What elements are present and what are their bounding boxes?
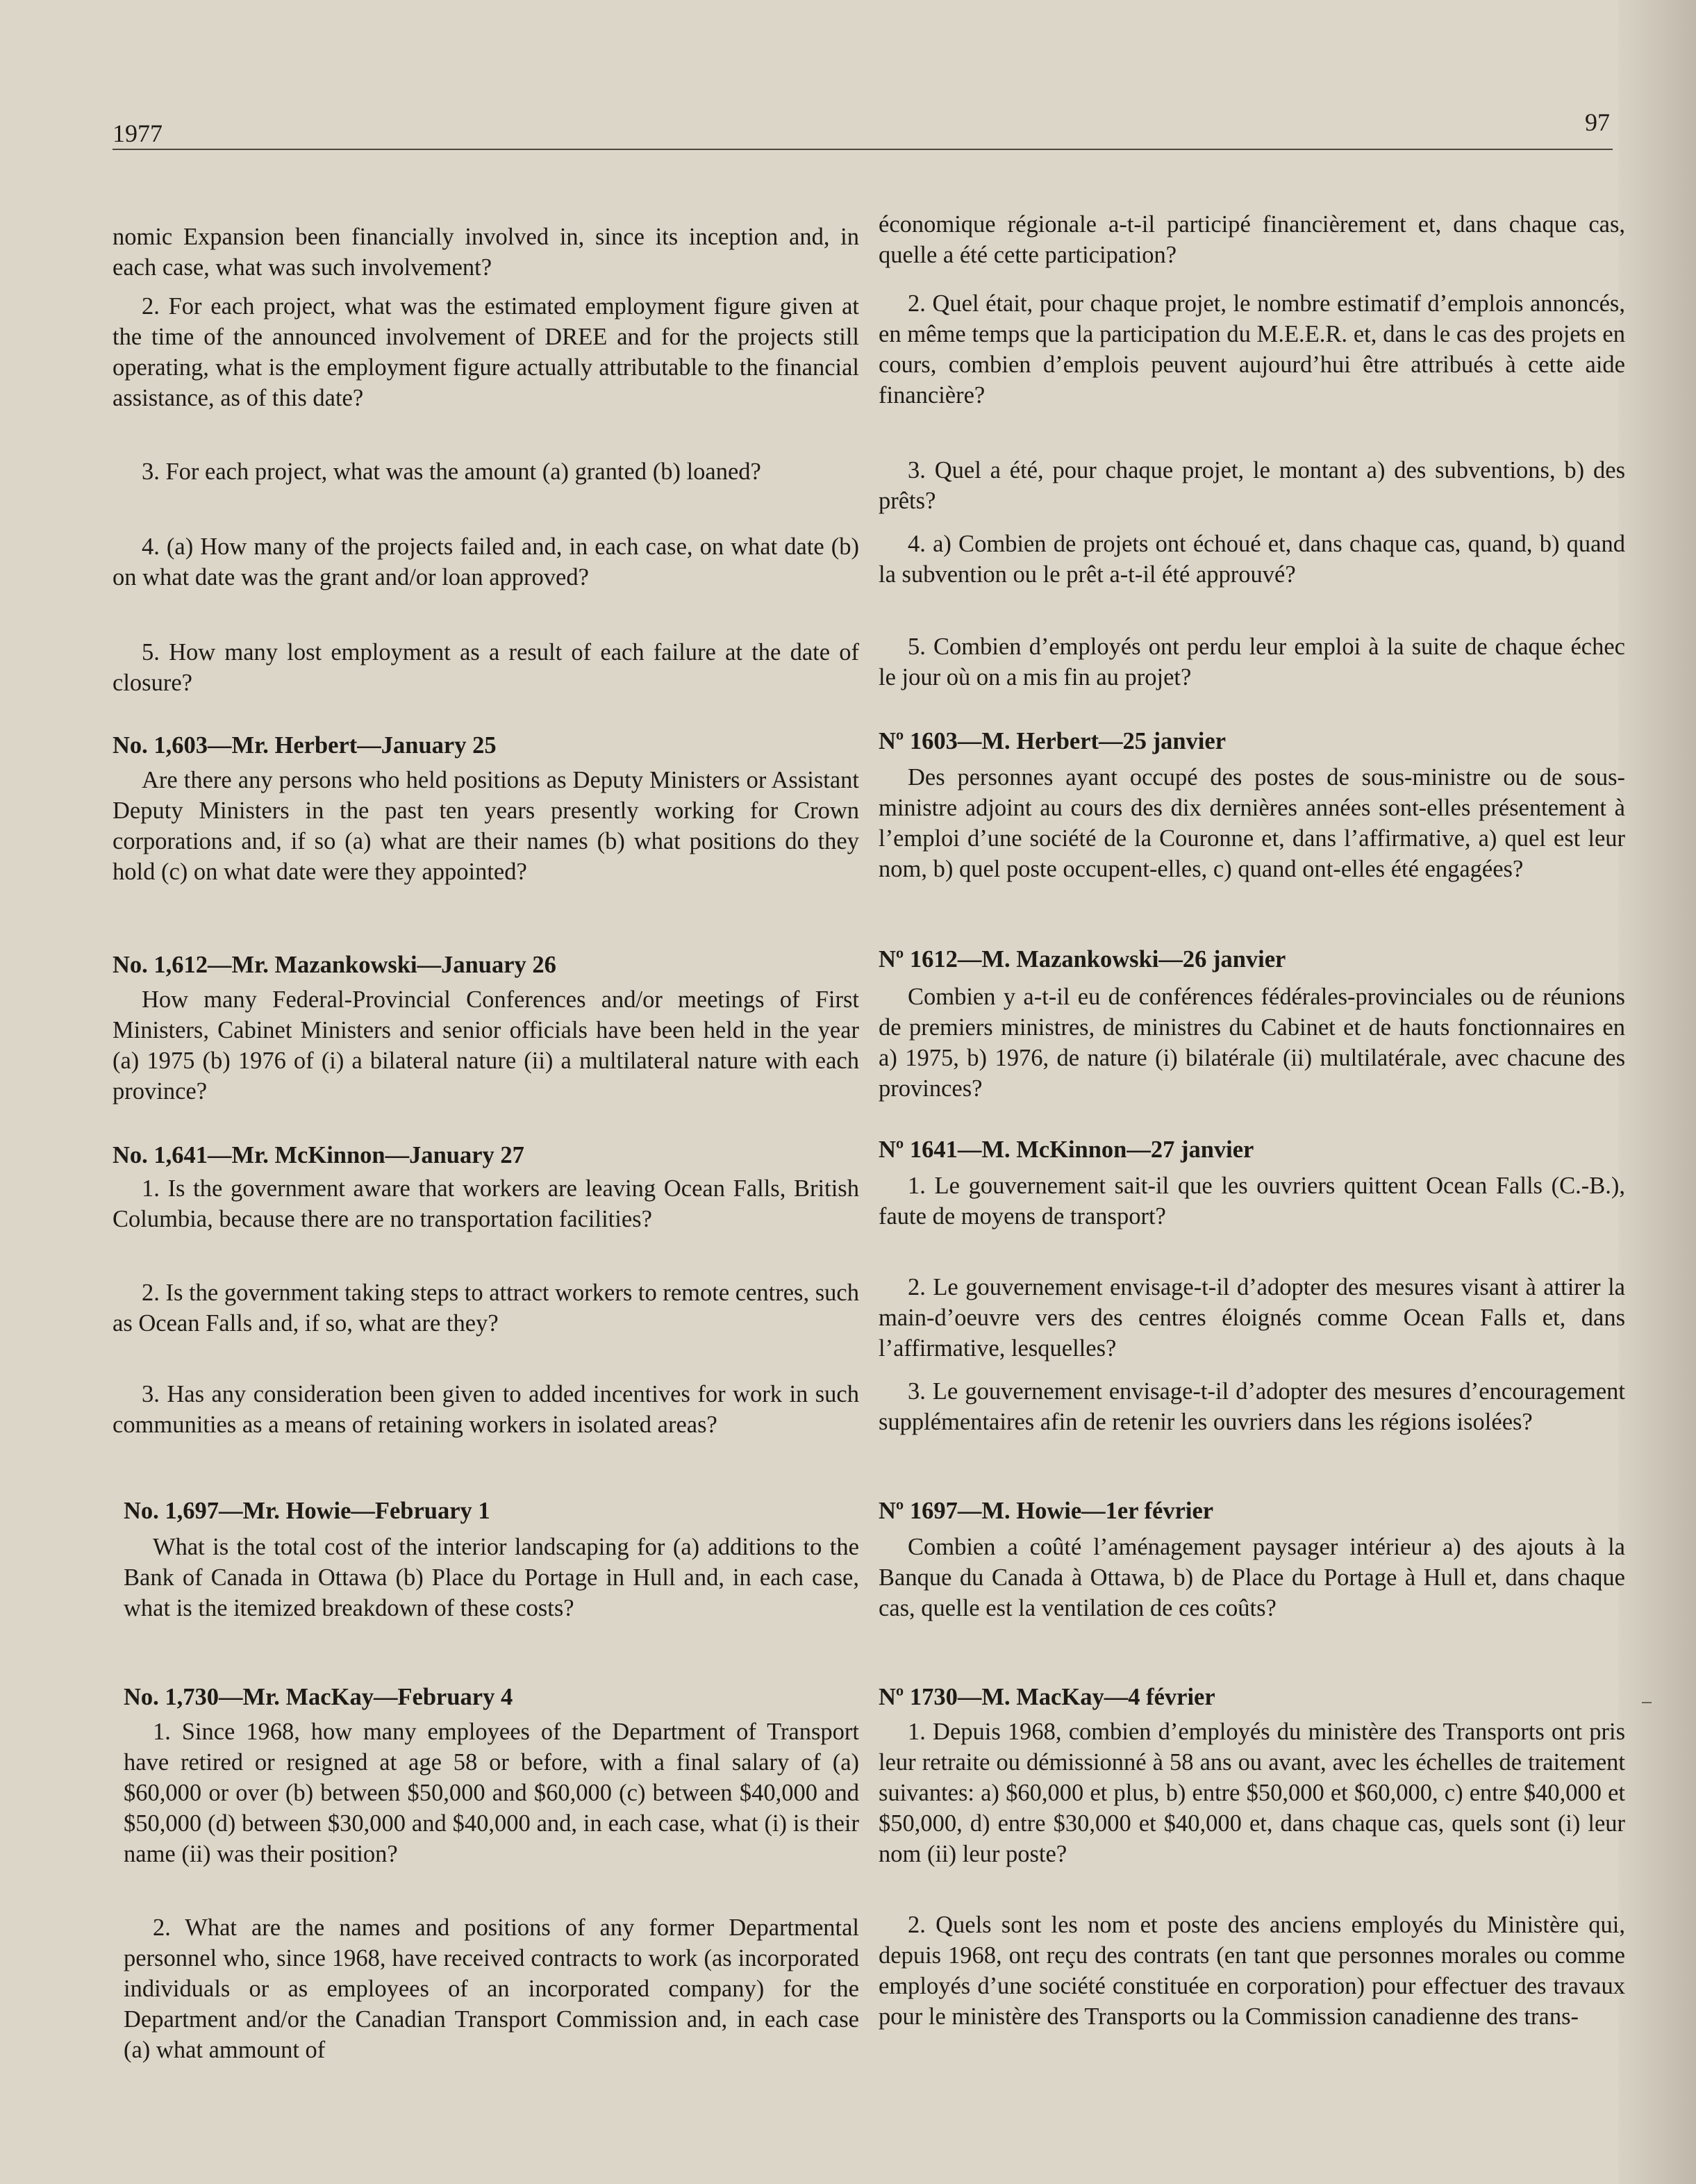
- question-text-1641-part-2-fr: 2. Le gouvernement envisage-t-il d’adopter des mesures visant à attirer la main-d’oeuvre vers des centres éloignés comme Ocean Falls et, dans l’affirmative, lesquelles?: [879, 1274, 1625, 1362]
- question-text-1641-part-3: 3. Has any consideration been given to added incentives for work in such communities as a means of retaining workers in isolated areas?: [113, 1381, 859, 1438]
- question-text-1603: Are there any persons who held positions as Deputy Ministers or Assistant Deputy Ministers in the past ten years presently working for Crown corporations and, if so (a) what are their names (b) what positions do they hold (c) on what date were they appointed?: [113, 767, 859, 885]
- question-heading-1730: No. 1,730—Mr. MacKay—February 4: [124, 1684, 513, 1710]
- question-heading-1641-fr: Nº 1641—M. McKinnon—27 janvier: [879, 1136, 1254, 1163]
- question-text-1641-part-2: 2. Is the government taking steps to attract workers to remote centres, such as Ocean Falls and, if so, what are they?: [113, 1280, 859, 1337]
- question-text-1641-part-1: 1. Is the government aware that workers are leaving Ocean Falls, British Columbia, because there are no transportation facilities?: [113, 1175, 859, 1232]
- question-heading-1612-fr: Nº 1612—M. Mazankowski—26 janvier: [879, 946, 1286, 973]
- question-part-5: 5. How many lost employment as a result of each failure at the date of closure?: [113, 639, 859, 696]
- question-text-1730-part-1: 1. Since 1968, how many employees of the Department of Transport have retired or resigned at age 58 or before, with a final salary of (a) $60,000 or over (b) between $50,000 and $60,000 (c) between $40,000 and $50,000 (d) between $30,000 and $40,000 and, in each case, what (i) is their name (ii) was their position?: [124, 1719, 859, 1867]
- question-heading-1697: No. 1,697—Mr. Howie—February 1: [124, 1498, 490, 1524]
- continued-question-text: nomic Expansion been financially involved in, since its inception and, in each case, what was such involvement?: [113, 224, 859, 281]
- question-text-1641-part-3-fr: 3. Le gouvernement envisage-t-il d’adopter des mesures d’encouragement supplémentaires afin de retenir les ouvriers dans les régions isolées?: [879, 1378, 1625, 1435]
- header-rule: [113, 149, 1613, 150]
- question-text-1697: What is the total cost of the interior landscaping for (a) additions to the Bank of Canada in Ottawa (b) Place du Portage in Hull and, in each case, what is the itemized breakdown of these costs?: [124, 1534, 859, 1621]
- page-edge-shadow: [1618, 0, 1696, 2184]
- question-part-2-fr: 2. Quel était, pour chaque projet, le nombre estimatif d’emplois annoncés, en même temps que la participation du M.E.E.R. et, dans le cas des projets en cours, combien d’emplois peuvent aujourd’hui être attribués à cette aide financière?: [879, 290, 1625, 408]
- question-text-1730-part-2: 2. What are the names and positions of any former Departmental personnel who, since 1968, have received contracts to work (as incorporated individuals or as employees of an incorporated company) for the Department and/or the Canadian Transport Commission and, in each case (a) what ammount of: [124, 1914, 859, 2063]
- question-heading-1641: No. 1,641—Mr. McKinnon—January 27: [113, 1142, 524, 1168]
- question-part-3-fr: 3. Quel a été, pour chaque projet, le montant a) des subventions, b) des prêts?: [879, 457, 1625, 514]
- question-text-1697-fr: Combien a coûté l’aménagement paysager intérieur a) des ajouts à la Banque du Canada à Ottawa, b) de Place du Portage à Hull et, dans chaque cas, quelle est la ventilation de ces coûts?: [879, 1534, 1625, 1621]
- question-text-1603-fr: Des personnes ayant occupé des postes de sous-ministre ou de sous-ministre adjoint au cours des dix dernières années sont-elles présentement à l’emploi d’une société de la Couronne et, dans l’affirmative, a) quel est leur nom, b) quel poste occupent-elles, c) quand ont-elles été engagées?: [879, 764, 1625, 882]
- page-year: 1977: [113, 119, 163, 147]
- question-heading-1730-fr: Nº 1730—M. MacKay—4 février: [879, 1684, 1215, 1710]
- question-text-1730-part-1-fr: 1. Depuis 1968, combien d’employés du ministère des Transports ont pris leur retraite ou démissionné à 58 ans ou avant, avec les échelles de traitement suivantes: a) $60,000 et plus, b) entre $50,000 et $60,000, c) entre $40,000 et $50,000, d) entre $30,000 et $40,000 et, dans chaque cas, quels sont (i) leur nom (ii) leur poste?: [879, 1719, 1625, 1867]
- question-heading-1612: No. 1,612—Mr. Mazankowski—January 26: [113, 952, 556, 978]
- question-part-3: 3. For each project, what was the amount (a) granted (b) loaned?: [142, 458, 761, 485]
- question-part-2: 2. For each project, what was the estimated employment figure given at the time of the announced involvement of DREE and for the projects still operating, what is the employment figure actually attributable to the financial assistance, as of this date?: [113, 293, 859, 411]
- continued-question-text-fr: économique régionale a-t-il participé financièrement et, dans chaque cas, quelle a été cette participation?: [879, 211, 1625, 268]
- question-part-4: 4. (a) How many of the projects failed and, in each case, on what date (b) on what date was the grant and/or loan approved?: [113, 533, 859, 590]
- question-text-1641-part-1-fr: 1. Le gouvernement sait-il que les ouvriers quittent Ocean Falls (C.-B.), faute de moyens de transport?: [879, 1173, 1625, 1230]
- question-text-1730-part-2-fr: 2. Quels sont les nom et poste des anciens employés du Ministère qui, depuis 1968, ont reçu des contrats (en tant que personnes morales ou comme employés d’une société constituée en corporation) pour effectuer des travaux pour le ministère des Transports ou la Commission canadienne des trans-: [879, 1912, 1625, 2030]
- question-part-5-fr: 5. Combien d’employés ont perdu leur emploi à la suite de chaque échec le jour où on a mis fin au projet?: [879, 634, 1625, 690]
- question-text-1612: How many Federal-Provincial Conferences and/or meetings of First Ministers, Cabinet Ministers and senior officials have been held in the year (a) 1975 (b) 1976 of (i) a bilateral nature (ii) a multilateral nature with each province?: [113, 986, 859, 1105]
- question-heading-1697-fr: Nº 1697—M. Howie—1er février: [879, 1498, 1214, 1524]
- question-heading-1603: No. 1,603—Mr. Herbert—January 25: [113, 732, 497, 759]
- question-heading-1603-fr: Nº 1603—M. Herbert—25 janvier: [879, 728, 1227, 754]
- question-text-1612-fr: Combien y a-t-il eu de conférences fédérales-provinciales ou de réunions de premiers ministres, de ministres du Cabinet et de hauts fonctionnaires en a) 1975, b) 1976, de nature (i) bilatérale (ii) multilatérale, avec chacune des provinces?: [879, 984, 1625, 1102]
- margin-mark: [1642, 1702, 1652, 1703]
- question-part-4-fr: 4. a) Combien de projets ont échoué et, dans chaque cas, quand, b) quand la subvention ou le prêt a-t-il été approuvé?: [879, 531, 1625, 588]
- page-number: 97: [1585, 108, 1610, 136]
